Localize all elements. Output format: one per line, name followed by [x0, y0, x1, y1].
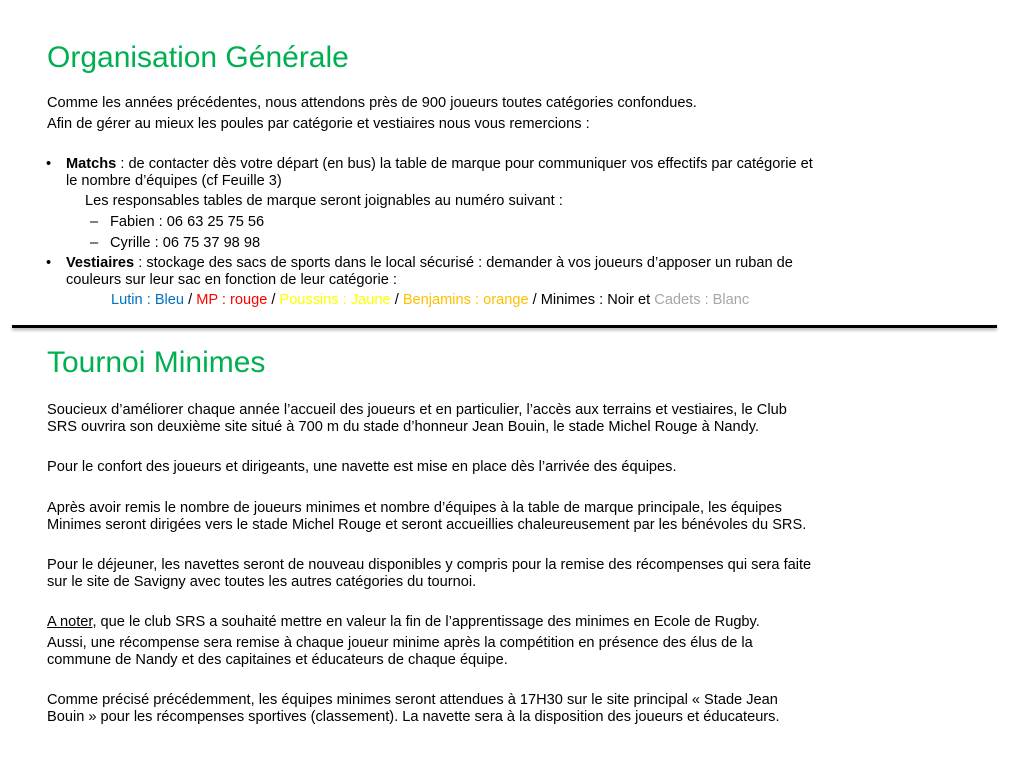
bullet-matchs-line1	[46, 156, 813, 173]
color-separator: /	[390, 292, 403, 308]
intro-paragraph-1: Comme les années précédentes, nous attendons près de 900 joueurs toutes catégories confondues.	[47, 95, 697, 111]
note-text: , que le club SRS a souhaité mettre en valeur la fin de l’apprentissage des minimes en Ecole de Rugby.	[92, 614, 760, 630]
paragraph-5	[47, 614, 760, 631]
color-segment: / Minimes : Noir et	[528, 292, 655, 308]
contact-text: Fabien : 06 63 25 75 56	[110, 214, 265, 230]
contact-dash: –	[90, 214, 99, 230]
vestiaires-text: : stockage des sacs de sports dans le local sécurisé : demander à vos joueurs d’apposer un ruban de	[134, 255, 793, 271]
matchs-text: : de contacter dès votre départ (en bus) la table de marque pour communiquer vos effectifs par catégorie et	[116, 156, 813, 172]
color-segment: MP : rouge	[196, 292, 268, 308]
color-segment: Bleu	[154, 292, 185, 308]
intro-paragraph-2: Afin de gérer au mieux les poules par catégorie et vestiaires nous vous remercions :	[47, 116, 590, 132]
paragraph-2: Pour le confort des joueurs et dirigeants, une navette est mise en place dès l’arrivée des équipes.	[47, 459, 677, 475]
paragraph-4-line1: Pour le déjeuner, les navettes seront de nouveau disponibles y compris pour la remise des récompenses qui sera faite	[47, 557, 812, 573]
paragraph-7-line2: Bouin » pour les récompenses sportives (classement). La navette sera à la disposition des joueurs et éducateurs.	[47, 709, 780, 725]
color-separator: /	[267, 292, 280, 308]
paragraph-3-line1: Après avoir remis le nombre de joueurs minimes et nombre d’équipes à la table de marque principale, les équipes	[47, 500, 782, 516]
color-segment: Benjamins : orange	[402, 292, 529, 308]
vestiaires-label: Vestiaires	[66, 255, 135, 271]
paragraph-1-line1: Soucieux d’améliorer chaque année l’accueil des joueurs et en particulier, l’accès aux terrains et vestiaires, le Club	[47, 402, 787, 418]
paragraph-4-line2: sur le site de Savigny avec toutes les autres catégories du tournoi.	[47, 574, 477, 590]
note-label: A noter	[47, 614, 93, 630]
contact-text: Cyrille : 06 75 37 98 98	[110, 235, 261, 251]
paragraph-7-line1: Comme précisé précédemment, les équipes minimes seront attendues à 17H30 sur le site principal « Stade Jean	[47, 692, 778, 708]
paragraph-3-line2: Minimes seront dirigées vers le stade Michel Rouge et seront accueillies chaleureusement par les bénévoles du SRS.	[47, 517, 807, 533]
category-colors-line	[111, 292, 749, 309]
section-title-tournoi: Tournoi Minimes	[47, 346, 266, 379]
color-segment: Cadets : Blanc	[654, 292, 750, 308]
bullet-dot-matchs: •	[46, 156, 52, 172]
paragraph-1-line2: SRS ouvrira son deuxième site situé à 700 m du stade d’honneur Jean Bouin, le stade Michel Rouge à Nandy.	[47, 419, 760, 435]
bullet-dot-vestiaires: •	[46, 255, 52, 271]
color-separator: /	[184, 292, 197, 308]
bullet-vestiaires-line1	[46, 255, 793, 272]
color-segment: Poussins : Jaune	[279, 292, 391, 308]
matchs-label: Matchs	[66, 156, 117, 172]
contact-intro: Les responsables tables de marque seront joignables au numéro suivant :	[85, 193, 563, 209]
paragraph-6-line2: commune de Nandy et des capitaines et éducateurs de chaque équipe.	[47, 652, 508, 668]
section-divider	[12, 325, 997, 328]
color-segment: Lutin :	[111, 292, 155, 308]
contact-item-cyrille	[90, 235, 261, 252]
bullet-matchs-line2: le nombre d’équipes (cf Feuille 3)	[66, 173, 282, 189]
bullet-vestiaires-line2: couleurs sur leur sac en fonction de leur catégorie :	[66, 272, 397, 288]
section-title-organisation: Organisation Générale	[47, 41, 349, 74]
paragraph-6-line1: Aussi, une récompense sera remise à chaque joueur minime après la compétition en présence des élus de la	[47, 635, 753, 651]
contact-dash: –	[90, 235, 99, 251]
contact-item-fabien	[90, 214, 265, 231]
